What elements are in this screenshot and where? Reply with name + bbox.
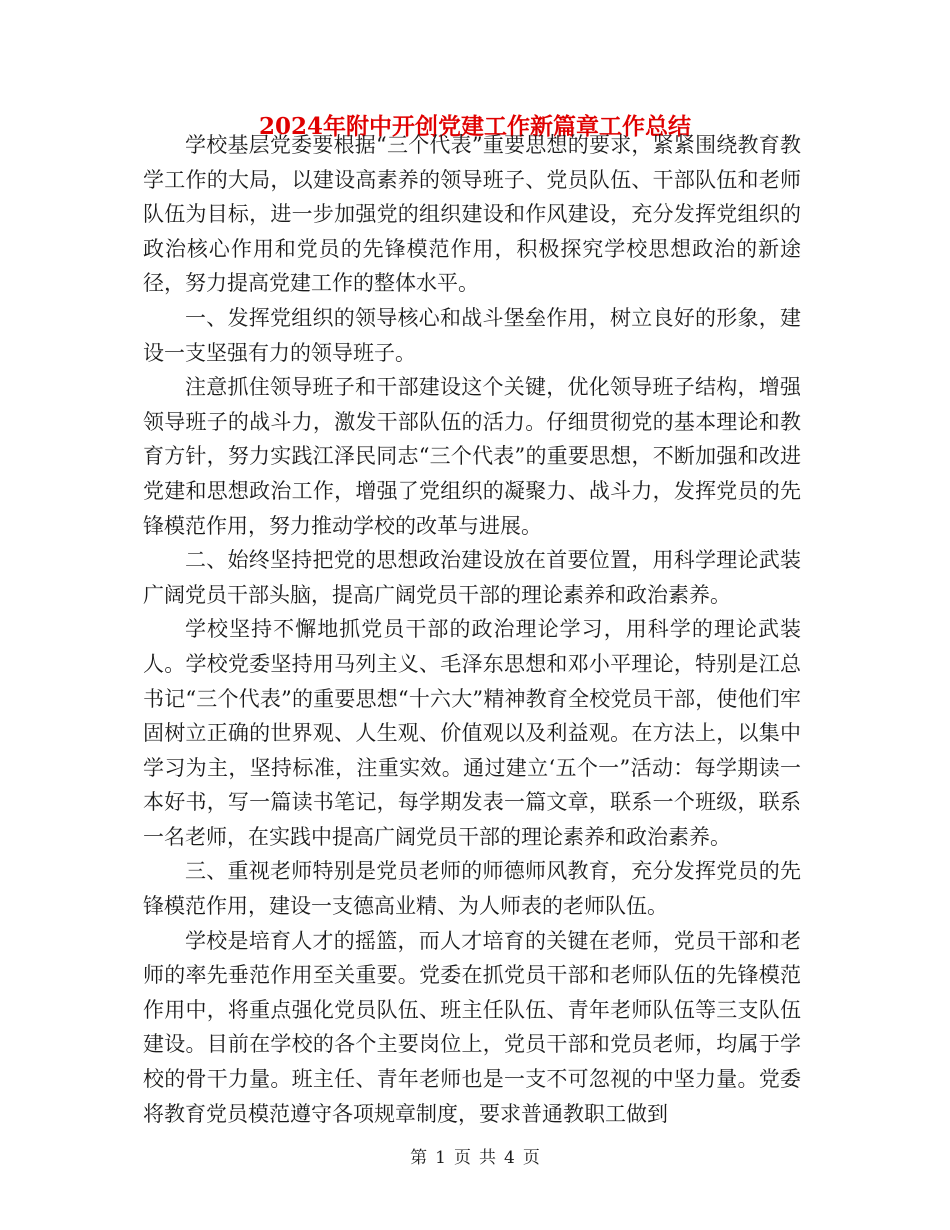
paragraph-intro: 学校基层党委要根据“三个代表”重要思想的要求，紧紧围绕教育教学工作的大局，以建设高素养的领导班子、党员队伍、干部队伍和老师队伍为目标，进一步加强党的组织建设和作风建设，充分发挥党组织的政治核心作用和党员的先锋模范作用，积极探究学校思想政治的新途径，努力提高党建工作的整体水平。 bbox=[143, 133, 801, 296]
footer-page-unit: 页 bbox=[454, 1148, 471, 1168]
section-heading-3: 三、重视老师特别是党员老师的师德师风教育，充分发挥党员的先锋模范作用，建设一支德高业精、为人师表的老师队伍。 bbox=[143, 859, 801, 919]
document-title: 2024年附中开创党建工作新篇章工作总结 bbox=[258, 113, 691, 140]
paragraph-section-2: 学校坚持不懈地抓党员干部的政治理论学习，用科学的理论武装人。学校党委坚持用马列主义、毛泽东思想和邓小平理论，特别是江总书记“三个代表”的重要思想“十六大”精神教育全校党员干部，使他们牢固树立正确的世界观、人生观、价值观以及利益观。在方法上，以集中学习为主，坚持标准，注重实效。通过建立‘五个一”活动：每学期读一本好书，写一篇读书笔记，每学期发表一篇文章，联系一个班级，联系一名老师，在实践中提高广阔党员干部的理论素养和政治素养。 bbox=[143, 617, 801, 849]
section-heading-2: 二、始终坚持把党的思想政治建设放在首要位置，用科学理论武装广阔党员干部头脑，提高广阔党员干部的理论素养和政治素养。 bbox=[143, 548, 801, 607]
section-heading-1: 一、发挥党组织的领导核心和战斗堡垒作用，树立良好的形象，建设一支坚强有力的领导班子。 bbox=[143, 305, 801, 365]
page-footer bbox=[0, 1144, 950, 1172]
document-body bbox=[143, 128, 801, 1131]
footer-page-number: 1 bbox=[435, 1148, 446, 1168]
footer-total-prefix: 共 bbox=[479, 1148, 496, 1168]
paragraph-section-3: 学校是培育人才的摇篮，而人才培育的关键在老师，党员干部和老师的率先垂范作用至关重要。党委在抓党员干部和老师队伍的先锋模范作用中，将重点强化党员队伍、班主任队伍、青年老师队伍等三支队伍建设。目前在学校的各个主要岗位上，党员干部和党员老师，均属于学校的骨干力量。班主任、青年老师也是一支不可忽视的中坚力量。党委将教育党员模范遵守各项规章制度，要求普通教职工做到 bbox=[143, 928, 801, 1126]
footer-total-pages: 4 bbox=[504, 1148, 515, 1168]
footer-total-unit: 页 bbox=[522, 1148, 540, 1168]
footer-prefix: 第 bbox=[410, 1148, 428, 1168]
paragraph-section-1: 注意抓住领导班子和干部建设这个关键，优化领导班子结构，增强领导班子的战斗力，激发干部队伍的活力。仔细贯彻党的基本理论和教育方针，努力实践江泽民同志“三个代表”的重要思想，不断加强和改进党建和思想政治工作，增强了党组织的凝聚力、战斗力，发挥党员的先锋模范作用，努力推动学校的改革与进展。 bbox=[143, 375, 801, 538]
